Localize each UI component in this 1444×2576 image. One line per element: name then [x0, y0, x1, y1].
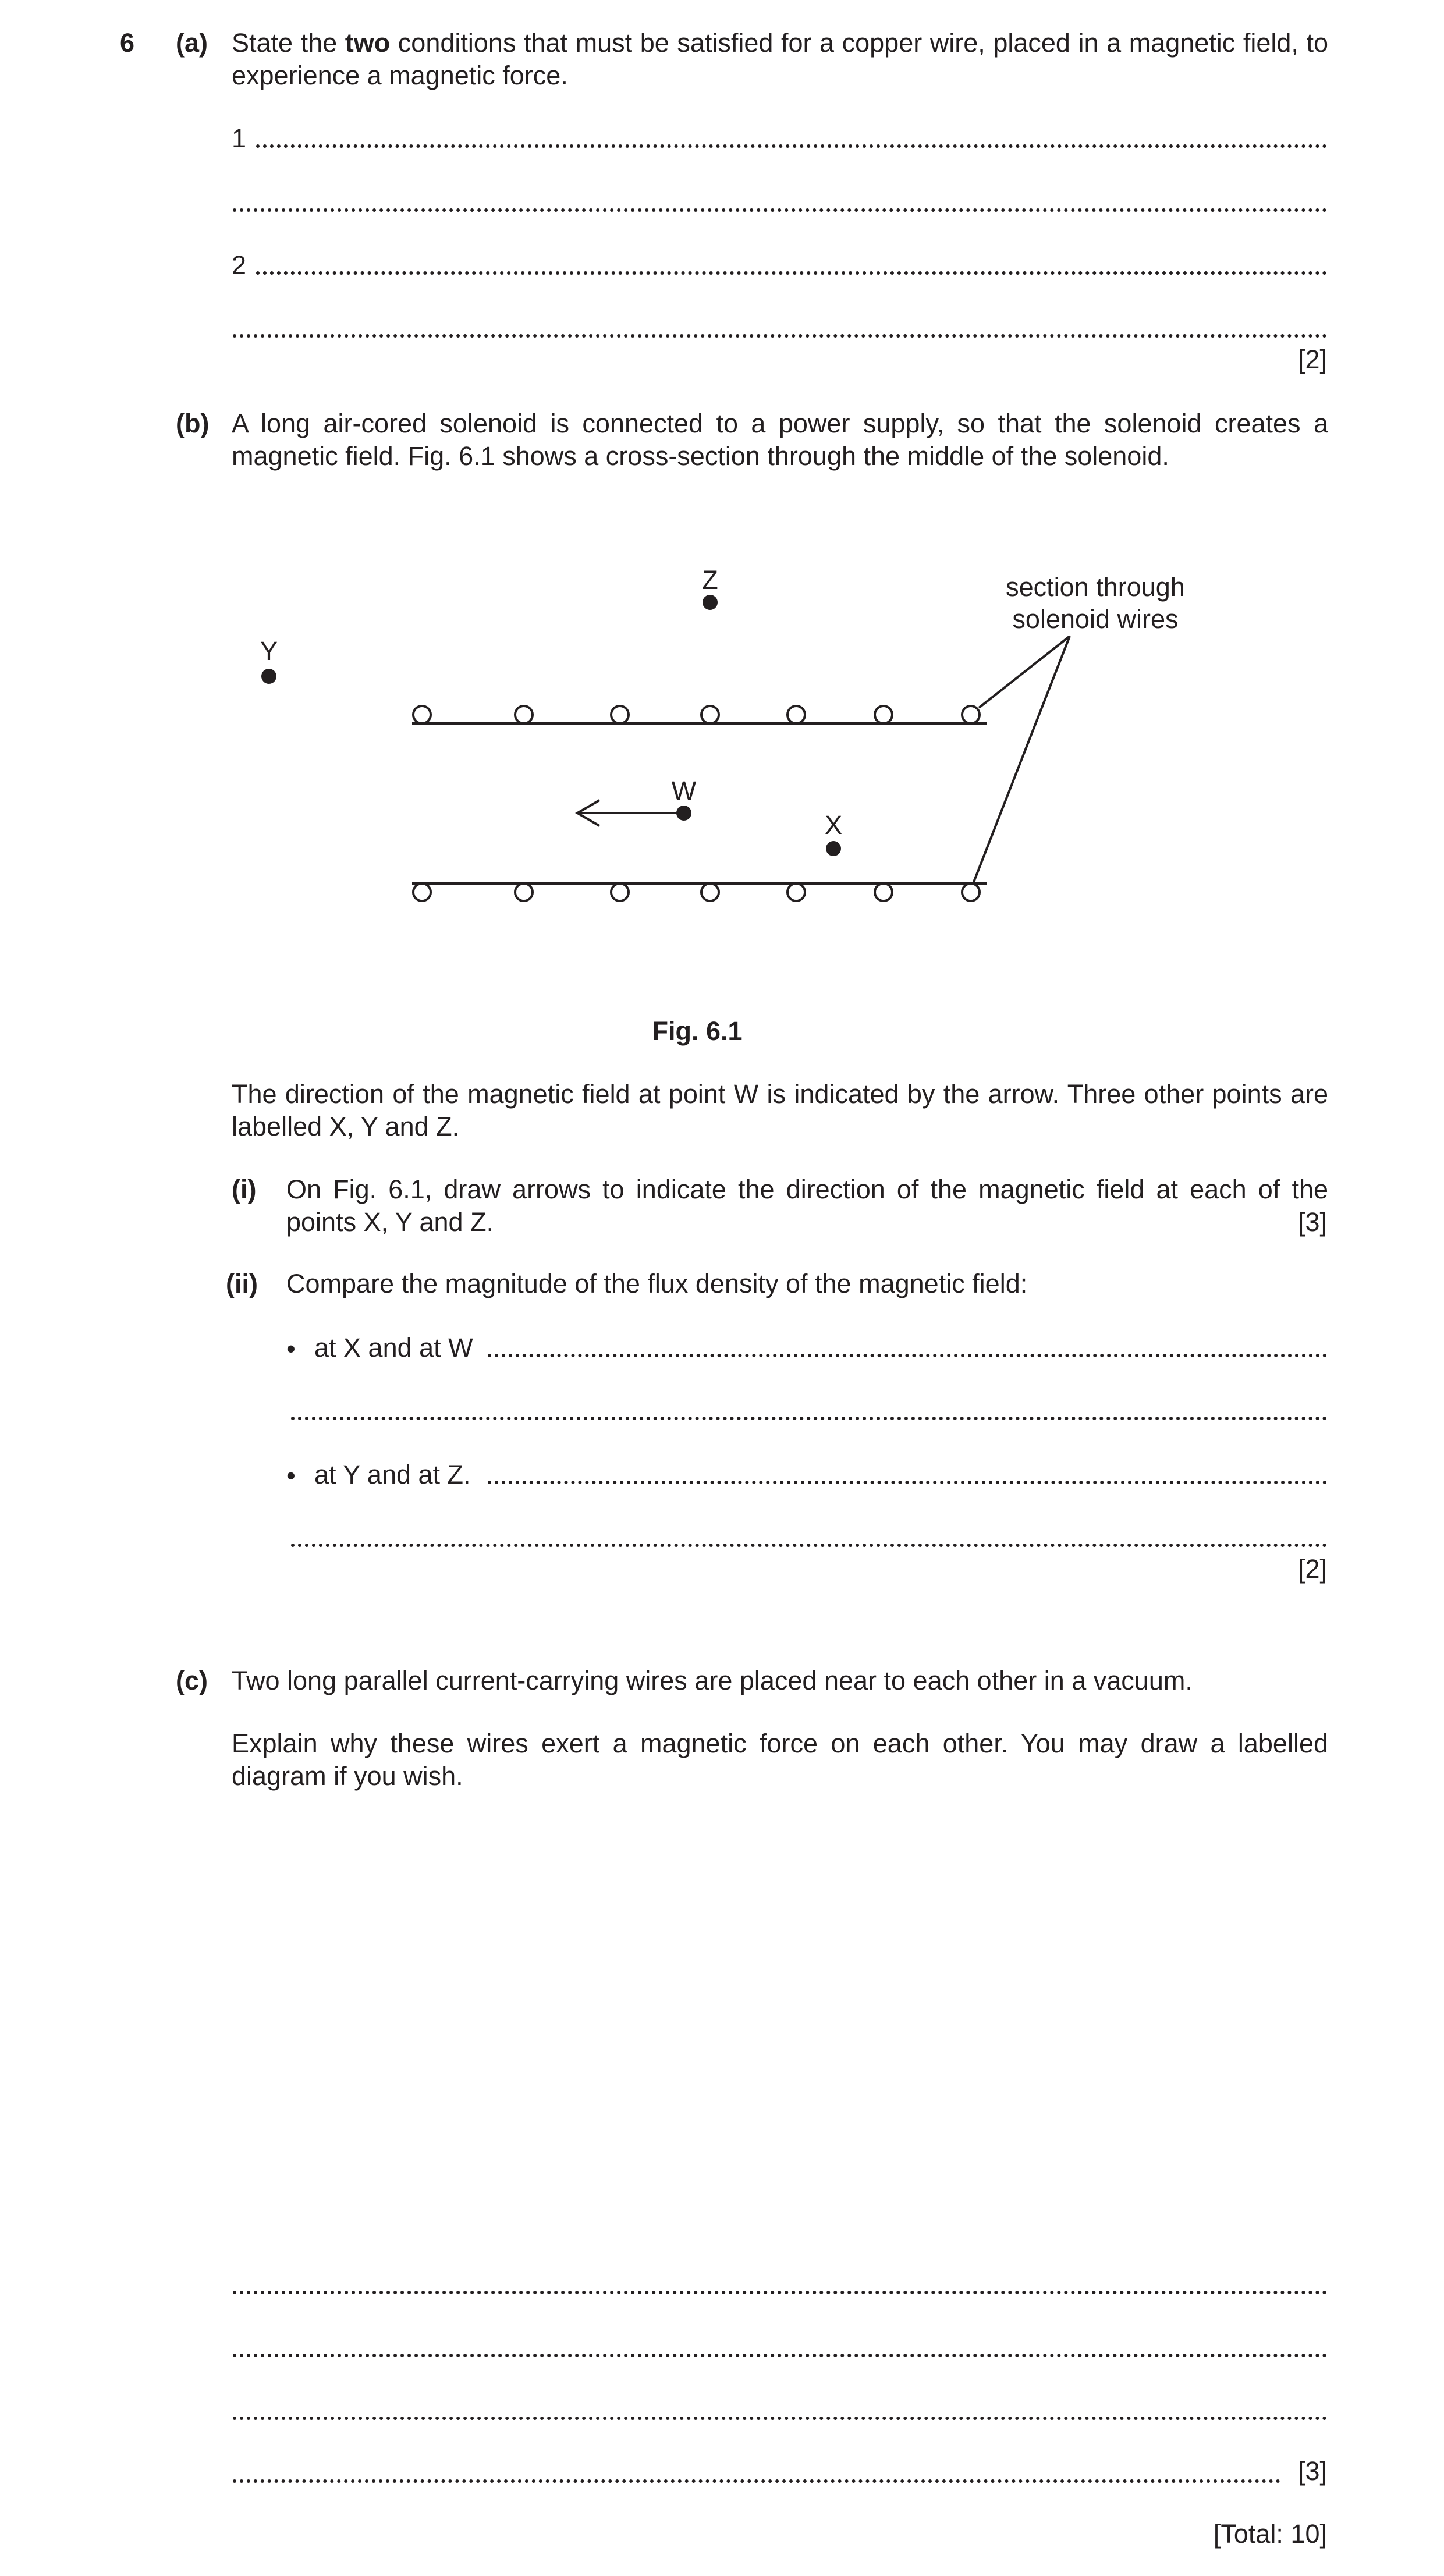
bullet-1-text: at X and at W: [314, 1333, 473, 1362]
bullet-icon: •: [286, 1461, 296, 1491]
wire-section-bottom-1: [413, 883, 431, 901]
point-x-label: X: [824, 810, 843, 840]
part-c-label: (c): [176, 1666, 208, 1695]
part-b-i-label: (i): [232, 1175, 257, 1204]
part-a-marks: [2]: [1297, 345, 1327, 374]
part-b-intro-text: The direction of the magnetic field at point W is indicated by the arrow. Three other points are labelled X, Y and Z.: [232, 1079, 1328, 1141]
figure-6-1: [0, 0, 1444, 989]
point-z-dot: [703, 595, 718, 610]
wire-section-top-2: [515, 706, 533, 723]
part-a-label: (a): [176, 28, 208, 58]
answer-line-c-3[interactable]: [233, 2417, 1327, 2420]
part-b-ii-marks: [2]: [1297, 1554, 1327, 1584]
annotation-line-2: solenoid wires: [1012, 604, 1179, 634]
part-a-text-post: conditions that must be satisfied for a copper wire, placed in a magnetic field, to experience a magnetic force.: [232, 28, 1328, 90]
point-y-label: Y: [260, 636, 278, 666]
wire-section-top-4: [701, 706, 719, 723]
bullet-icon: •: [286, 1334, 296, 1364]
answer-line-c-1[interactable]: [233, 2291, 1327, 2294]
part-b-label: (b): [176, 409, 210, 438]
bullet-2-text: at Y and at Z.: [314, 1460, 471, 1489]
wire-section-bottom-2: [515, 883, 533, 901]
question-number: 6: [120, 28, 135, 58]
part-b-question-text: A long air-cored solenoid is connected to a power supply, so that the solenoid creates a magnetic field. Fig. 6.1 shows a cross-section through the middle of the solenoid.: [232, 409, 1328, 471]
part-b-i-question-text: On Fig. 6.1, draw arrows to indicate the direction of the magnetic field at each of the points X, Y and Z.: [286, 1175, 1328, 1237]
answer-line-number-1: 1: [232, 123, 247, 153]
wire-section-top-6: [875, 706, 892, 723]
answer-line-b-ii-1[interactable]: [488, 1354, 1327, 1357]
part-b-ii-question-text: Compare the magnitude of the flux density of the magnetic field:: [286, 1269, 1028, 1298]
wire-section-bottom-5: [787, 883, 805, 901]
point-x-dot: [826, 841, 841, 856]
wire-section-bottom-6: [875, 883, 892, 901]
part-b-ii-label: (ii): [226, 1269, 258, 1298]
wire-section-bottom-4: [701, 883, 719, 901]
figure-caption: Fig. 6.1: [652, 1016, 743, 1046]
wire-section-bottom-3: [611, 883, 629, 901]
question-total: [Total: 10]: [1213, 2519, 1327, 2549]
answer-line-b-ii-1-continued[interactable]: [291, 1417, 1327, 1420]
part-a-text-bold: two: [345, 28, 391, 58]
part-a-text-pre: State the: [232, 28, 345, 58]
answer-line-b-ii-2-continued[interactable]: [291, 1544, 1327, 1547]
annotation-line-1: section through: [1006, 572, 1185, 602]
wire-section-top-1: [413, 706, 431, 723]
point-w-label: W: [671, 776, 697, 806]
answer-line-number-2: 2: [232, 250, 247, 280]
part-b-i-marks: [3]: [1297, 1207, 1327, 1237]
point-y-dot: [261, 669, 276, 684]
wire-section-bottom-7: [962, 883, 980, 901]
part-c-question-text: Two long parallel current-carrying wires are placed near to each other in a vacuum.: [232, 1666, 1193, 1695]
answer-line-c-2[interactable]: [233, 2354, 1327, 2357]
point-w-dot: [676, 806, 691, 821]
wire-section-top-3: [611, 706, 629, 723]
wire-section-top-7: [962, 706, 980, 723]
wire-section-top-5: [787, 706, 805, 723]
part-c-marks: [3]: [1297, 2456, 1327, 2486]
answer-line-c-4[interactable]: [233, 2479, 1280, 2483]
answer-line-b-ii-2[interactable]: [488, 1481, 1327, 1484]
part-c-instruction-text: Explain why these wires exert a magnetic force on each other. You may draw a labelled diagram if you wish.: [232, 1729, 1328, 1791]
point-z-label: Z: [702, 565, 718, 595]
